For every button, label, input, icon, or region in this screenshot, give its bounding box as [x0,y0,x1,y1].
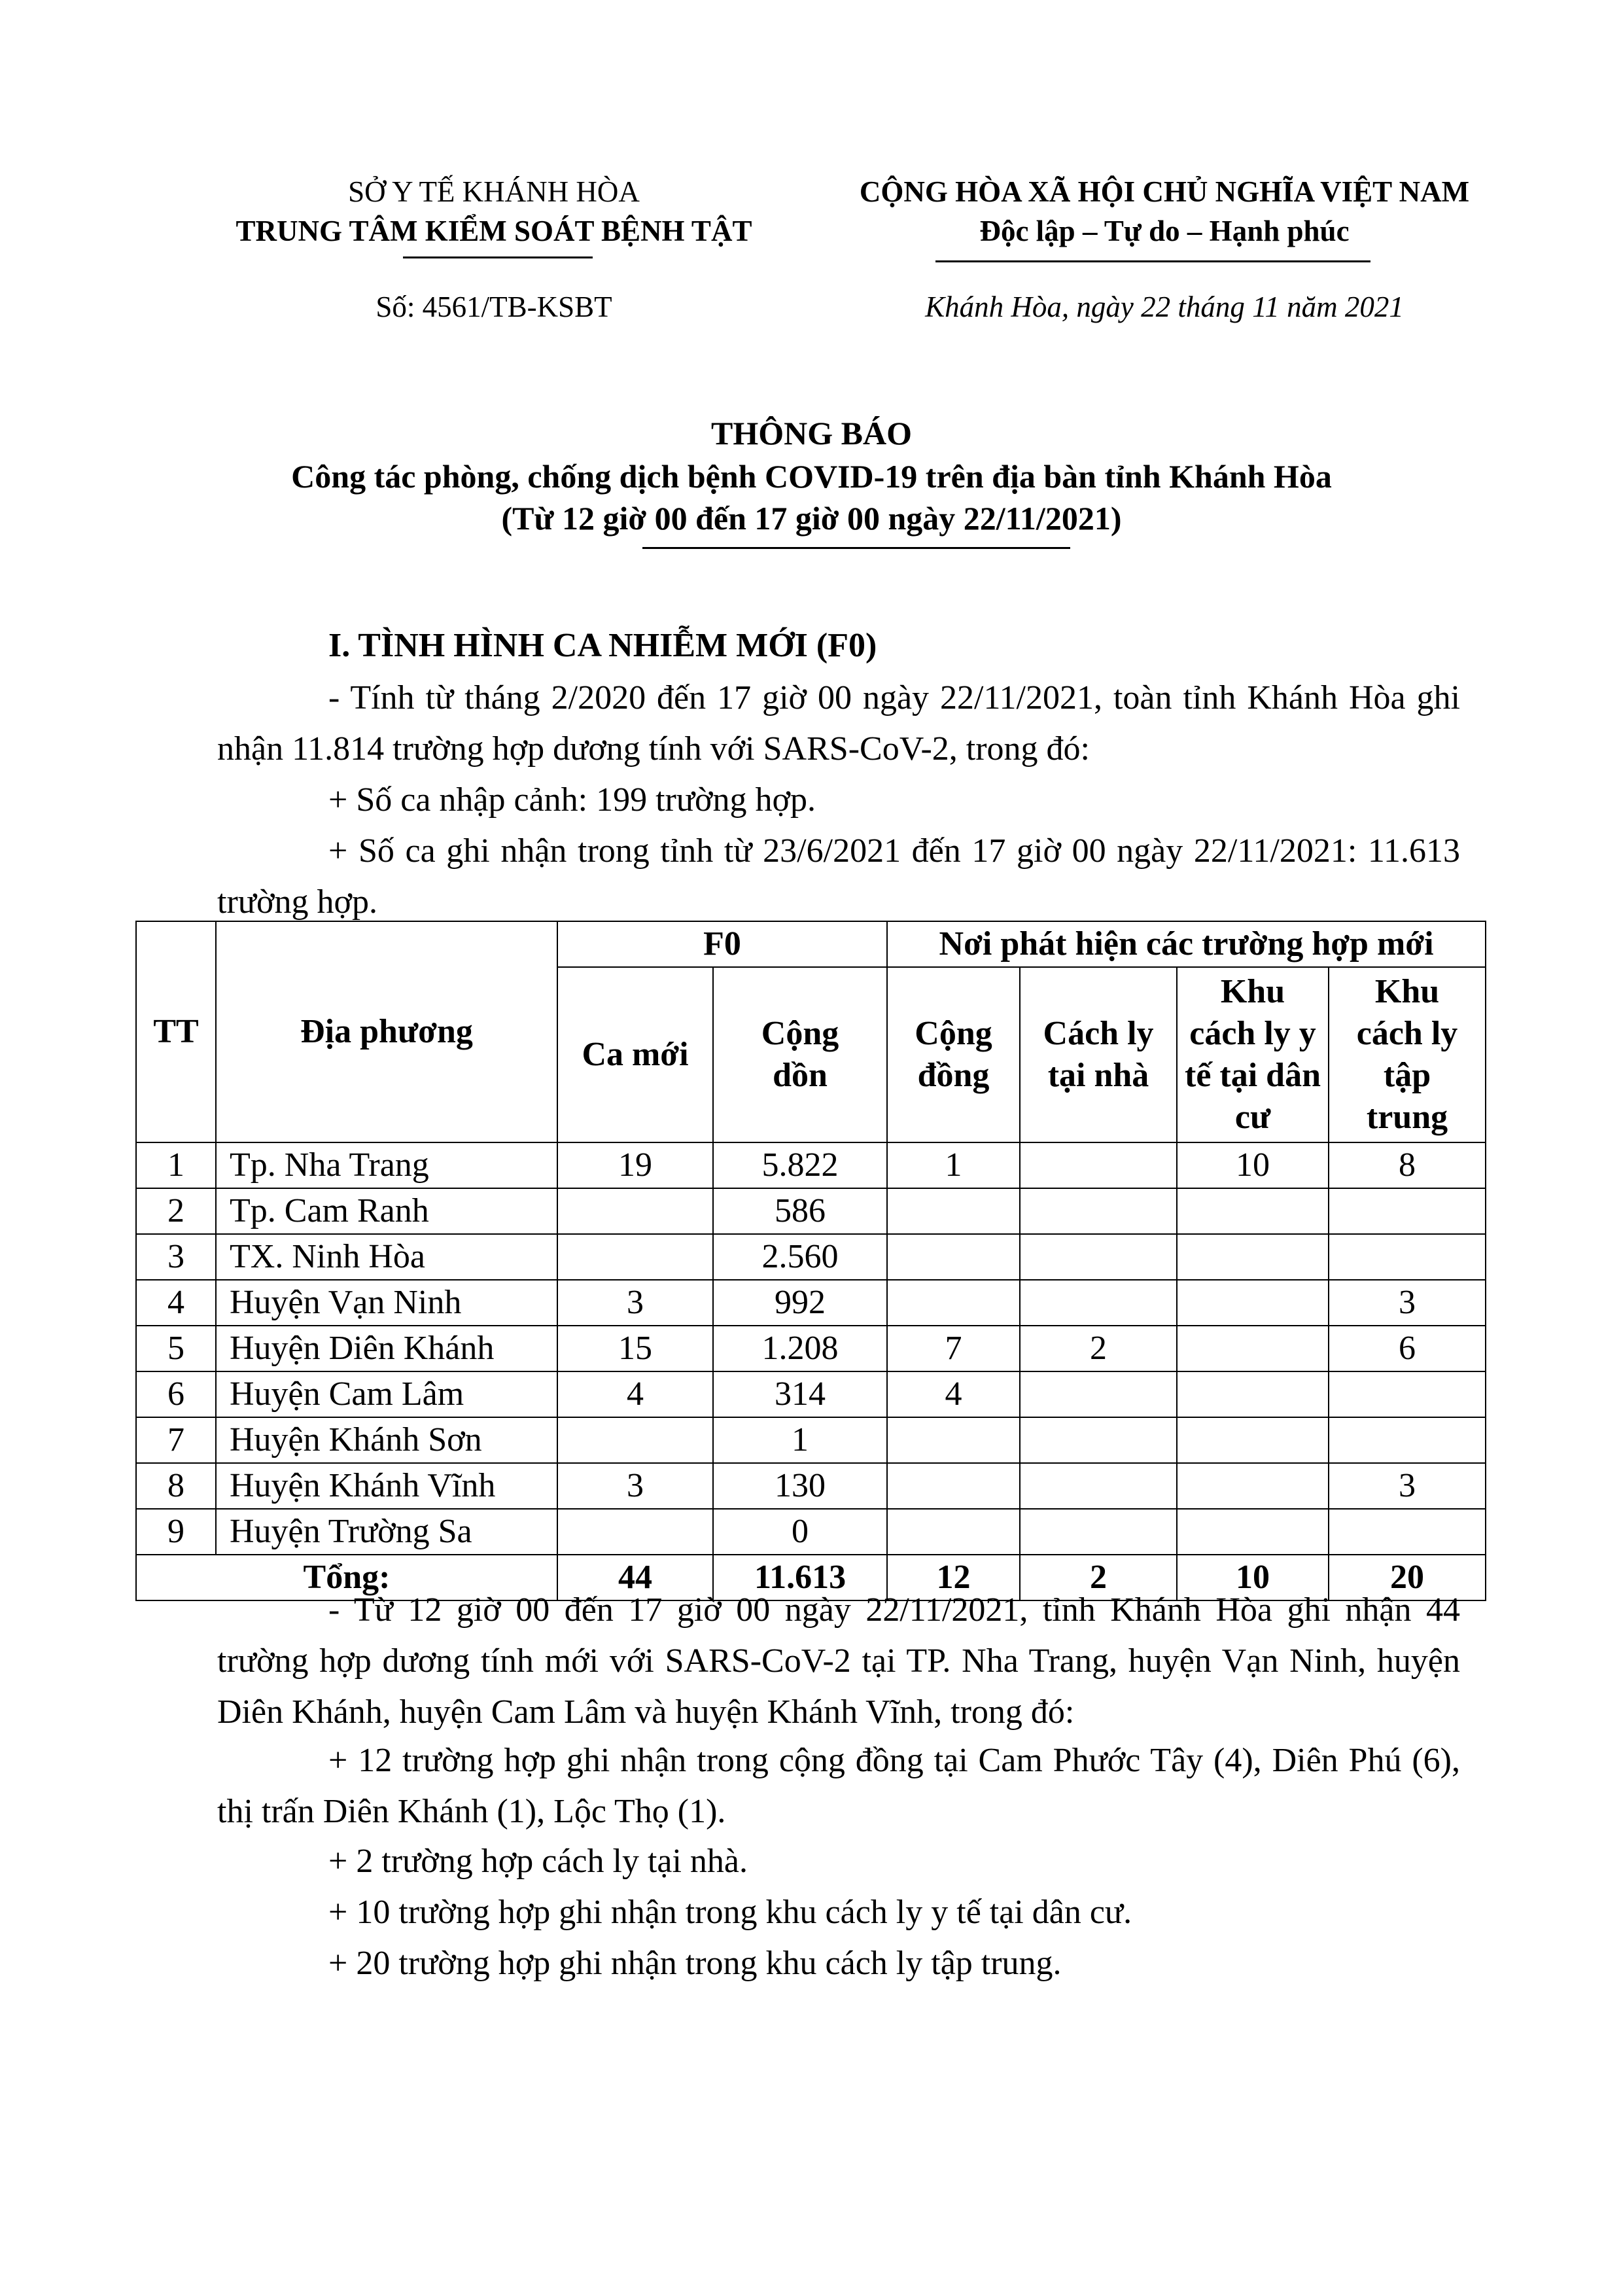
header-place: Địa phương [216,921,557,1142]
row-new-cases [557,1417,713,1463]
table-row [136,1280,1486,1326]
case-table [135,921,1486,1601]
total-central: 20 [1329,1555,1486,1600]
total-label: Tổng: [136,1555,557,1600]
row-community [887,1463,1020,1509]
row-place: Tp. Nha Trang [216,1142,557,1188]
row-new-cases [557,1234,713,1280]
header-community: Cộng đồng [887,967,1020,1142]
row-new-cases [557,1188,713,1234]
row-residential [1177,1509,1329,1555]
row-residential [1177,1326,1329,1371]
header-home-isolation: Cách ly tại nhà [1020,967,1177,1142]
central-quarantine-line: + 20 trường hợp ghi nhận trong khu cách ly tập trung. [328,1945,1062,1982]
row-number: 4 [136,1280,216,1326]
row-home-isolation [1020,1417,1177,1463]
row-number: 3 [136,1234,216,1280]
row-number: 2 [136,1188,216,1234]
row-home-isolation: 2 [1020,1326,1177,1371]
row-community [887,1417,1020,1463]
row-cumulative: 586 [713,1188,887,1234]
local-cases-paragraph: + Số ca ghi nhận trong tỉnh từ 23/6/2021 đến 17 giờ 00 ngày 22/11/2021: 11.613 trường hợp. [217,832,1460,921]
row-new-cases: 19 [557,1142,713,1188]
row-new-cases: 15 [557,1326,713,1371]
row-central: 8 [1329,1142,1486,1188]
row-central [1329,1188,1486,1234]
row-residential: 10 [1177,1142,1329,1188]
table-row [136,1326,1486,1371]
header-central-quarantine: Khu cách ly tập trung [1329,967,1486,1142]
row-new-cases: 3 [557,1280,713,1326]
row-place: Huyện Khánh Sơn [216,1417,557,1463]
motto-underline [935,260,1370,262]
table-row [136,1509,1486,1555]
row-central [1329,1234,1486,1280]
row-home-isolation [1020,1142,1177,1188]
home-isolation-line: + 2 trường hợp cách ly tại nhà. [328,1843,748,1880]
row-new-cases: 4 [557,1371,713,1417]
row-community: 4 [887,1371,1020,1417]
table-body [136,1142,1486,1555]
header-f0: F0 [557,921,887,967]
row-home-isolation [1020,1371,1177,1417]
total-home: 2 [1020,1555,1177,1600]
row-community [887,1188,1020,1234]
row-residential [1177,1234,1329,1280]
total-cumulative: 11.613 [713,1555,887,1600]
row-number: 7 [136,1417,216,1463]
row-community: 7 [887,1326,1020,1371]
table-row [136,1188,1486,1234]
document-period: (Từ 12 giờ 00 đến 17 giờ 00 ngày 22/11/2021) [501,500,1122,537]
row-home-isolation [1020,1234,1177,1280]
row-community: 1 [887,1142,1020,1188]
section-heading: I. TÌNH HÌNH CA NHIỄM MỚI (F0) [328,627,877,664]
agency-underline [403,256,593,258]
row-cumulative: 130 [713,1463,887,1509]
row-community [887,1234,1020,1280]
row-central [1329,1509,1486,1555]
header-new-cases: Ca mới [557,967,713,1142]
row-place: Tp. Cam Ranh [216,1188,557,1234]
row-number: 6 [136,1371,216,1417]
row-central [1329,1417,1486,1463]
place-date: Khánh Hòa, ngày 22 tháng 11 năm 2021 [925,291,1404,323]
summary-paragraph: - Tính từ tháng 2/2020 đến 17 giờ 00 ngày 22/11/2021, toàn tỉnh Khánh Hòa ghi nhận 11.814 trường hợp dương tính với SARS-CoV-2, trong đó: [217,679,1460,768]
national-motto: Độc lập – Tự do – Hạnh phúc [979,215,1350,247]
row-number: 1 [136,1142,216,1188]
imported-cases-line: + Số ca nhập cảnh: 199 trường hợp. [328,781,816,819]
agency-name: TRUNG TÂM KIỂM SOÁT BỆNH TẬT [236,215,752,247]
total-new: 44 [557,1555,713,1600]
table-row [136,1371,1486,1417]
row-cumulative: 2.560 [713,1234,887,1280]
row-home-isolation [1020,1509,1177,1555]
header-detection-location: Nơi phát hiện các trường hợp mới [887,921,1486,967]
row-home-isolation [1020,1188,1177,1234]
row-cumulative: 314 [713,1371,887,1417]
row-place: Huyện Diên Khánh [216,1326,557,1371]
document-title: THÔNG BÁO [711,415,912,451]
table-row [136,1142,1486,1188]
document-number: Số: 4561/TB-KSBT [375,291,612,323]
row-place: Huyện Cam Lâm [216,1371,557,1417]
row-central [1329,1371,1486,1417]
row-place: Huyện Trường Sa [216,1509,557,1555]
national-title: CỘNG HÒA XÃ HỘI CHỦ NGHĨA VIỆT NAM [859,175,1470,208]
row-new-cases: 3 [557,1463,713,1509]
row-community [887,1509,1020,1555]
row-home-isolation [1020,1280,1177,1326]
row-cumulative: 992 [713,1280,887,1326]
row-residential [1177,1417,1329,1463]
table-row [136,1417,1486,1463]
total-residential: 10 [1177,1555,1329,1600]
row-cumulative: 1.208 [713,1326,887,1371]
header-residential-quarantine: Khu cách ly y tế tại dân cư [1177,967,1329,1142]
row-central: 3 [1329,1463,1486,1509]
header-cumulative: Cộng dồn [713,967,887,1142]
row-central: 6 [1329,1326,1486,1371]
row-new-cases [557,1509,713,1555]
row-residential [1177,1463,1329,1509]
row-cumulative: 5.822 [713,1142,887,1188]
row-residential [1177,1188,1329,1234]
row-residential [1177,1280,1329,1326]
table-header-row-1 [136,921,1486,967]
table-row [136,1234,1486,1280]
row-cumulative: 0 [713,1509,887,1555]
table-row [136,1463,1486,1509]
agency-parent: SỞ Y TẾ KHÁNH HÒA [348,175,640,208]
community-cases-paragraph: + 12 trường hợp ghi nhận trong cộng đồng tại Cam Phước Tây (4), Diên Phú (6), thị trấn Diên Khánh (1), Lộc Thọ (1). [217,1742,1460,1830]
row-community [887,1280,1020,1326]
row-home-isolation [1020,1463,1177,1509]
total-community: 12 [887,1555,1020,1600]
row-central: 3 [1329,1280,1486,1326]
residential-quarantine-line: + 10 trường hợp ghi nhận trong khu cách ly y tế tại dân cư. [328,1894,1132,1931]
row-place: TX. Ninh Hòa [216,1234,557,1280]
row-place: Huyện Khánh Vĩnh [216,1463,557,1509]
row-number: 9 [136,1509,216,1555]
row-number: 8 [136,1463,216,1509]
row-number: 5 [136,1326,216,1371]
new-cases-paragraph: - Từ 12 giờ 00 đến 17 giờ 00 ngày 22/11/2021, tỉnh Khánh Hòa ghi nhận 44 trường hợp dương tính mới với SARS-CoV-2 tại TP. Nha Trang, huyện Vạn Ninh, huyện Diên Khánh, huyện Cam Lâm và huyện Khánh Vĩnh, trong đó: [217,1591,1460,1731]
row-residential [1177,1371,1329,1417]
title-underline [642,547,1070,549]
document-subtitle: Công tác phòng, chống dịch bệnh COVID-19 trên địa bàn tỉnh Khánh Hòa [291,458,1332,495]
row-cumulative: 1 [713,1417,887,1463]
row-place: Huyện Vạn Ninh [216,1280,557,1326]
header-tt: TT [136,921,216,1142]
